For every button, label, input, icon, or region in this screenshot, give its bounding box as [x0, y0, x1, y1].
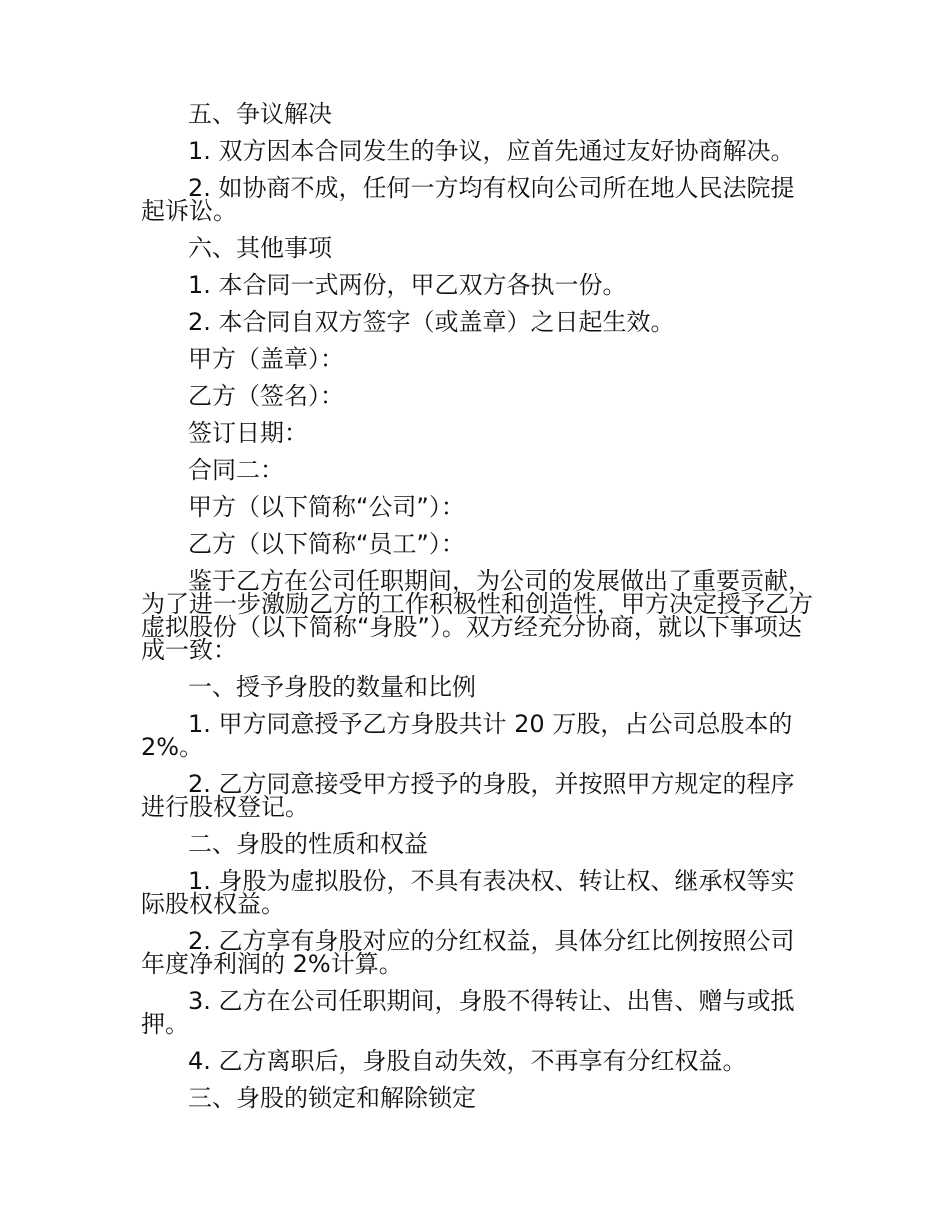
clause-resignation: 4. 乙方离职后，身股自动失效，不再享有分红权益。: [188, 1047, 747, 1075]
clause-effective-date: 2. 本合同自双方签字（或盖章）之日起生效。: [188, 308, 675, 336]
party-b-employee: 乙方（以下简称“员工”）：: [188, 530, 465, 558]
clause-copies: 1. 本合同一式两份，甲乙双方各执一份。: [188, 271, 627, 299]
clause-no-transfer: 3. 乙方在公司任职期间，身股不得转让、出售、赠与或抵押。: [141, 987, 795, 1038]
section-heading-grant: 一、授予身股的数量和比例: [188, 673, 476, 701]
clause-grant-amount: 1. 甲方同意授予乙方身股共计 20 万股，占公司总股本的 2%。: [141, 710, 793, 761]
signature-party-b: 乙方（签名）：: [188, 382, 344, 410]
section-heading-other-matters: 六、其他事项: [188, 234, 332, 262]
clause-registration: 2. 乙方同意接受甲方授予的身股，并按照甲方规定的程序进行股权登记。: [141, 770, 795, 821]
section-heading-lock-unlock: 三、身股的锁定和解除锁定: [188, 1084, 476, 1112]
clause-negotiation: 1. 双方因本合同发生的争议，应首先通过友好协商解决。: [188, 137, 795, 165]
signature-party-a: 甲方（盖章）：: [188, 345, 344, 373]
party-a-company: 甲方（以下简称“公司”）：: [188, 493, 465, 521]
preamble: 鉴于乙方在公司任职期间，为公司的发展做出了重要贡献，为了进一步激励乙方的工作积极性和创造性，甲方决定授予乙方虚拟股份（以下简称“身股”）。双方经充分协商，就以下事项达成一致：: [141, 567, 813, 664]
section-heading-nature: 二、身股的性质和权益: [188, 830, 428, 858]
clause-dividend-rights: 2. 乙方享有身股对应的分红权益，具体分红比例按照公司年度净利润的 2%计算。: [141, 927, 795, 978]
section-heading-dispute-resolution: 五、争议解决: [188, 100, 332, 128]
document-body: [141, 100, 813, 1124]
clause-litigation: 2. 如协商不成，任何一方均有权向公司所在地人民法院提起诉讼。: [141, 174, 795, 225]
clause-virtual-shares: 1. 身股为虚拟股份，不具有表决权、转让权、继承权等实际股权权益。: [141, 867, 795, 918]
contract-two-title: 合同二：: [188, 456, 284, 484]
signing-date: 签订日期：: [188, 419, 308, 447]
